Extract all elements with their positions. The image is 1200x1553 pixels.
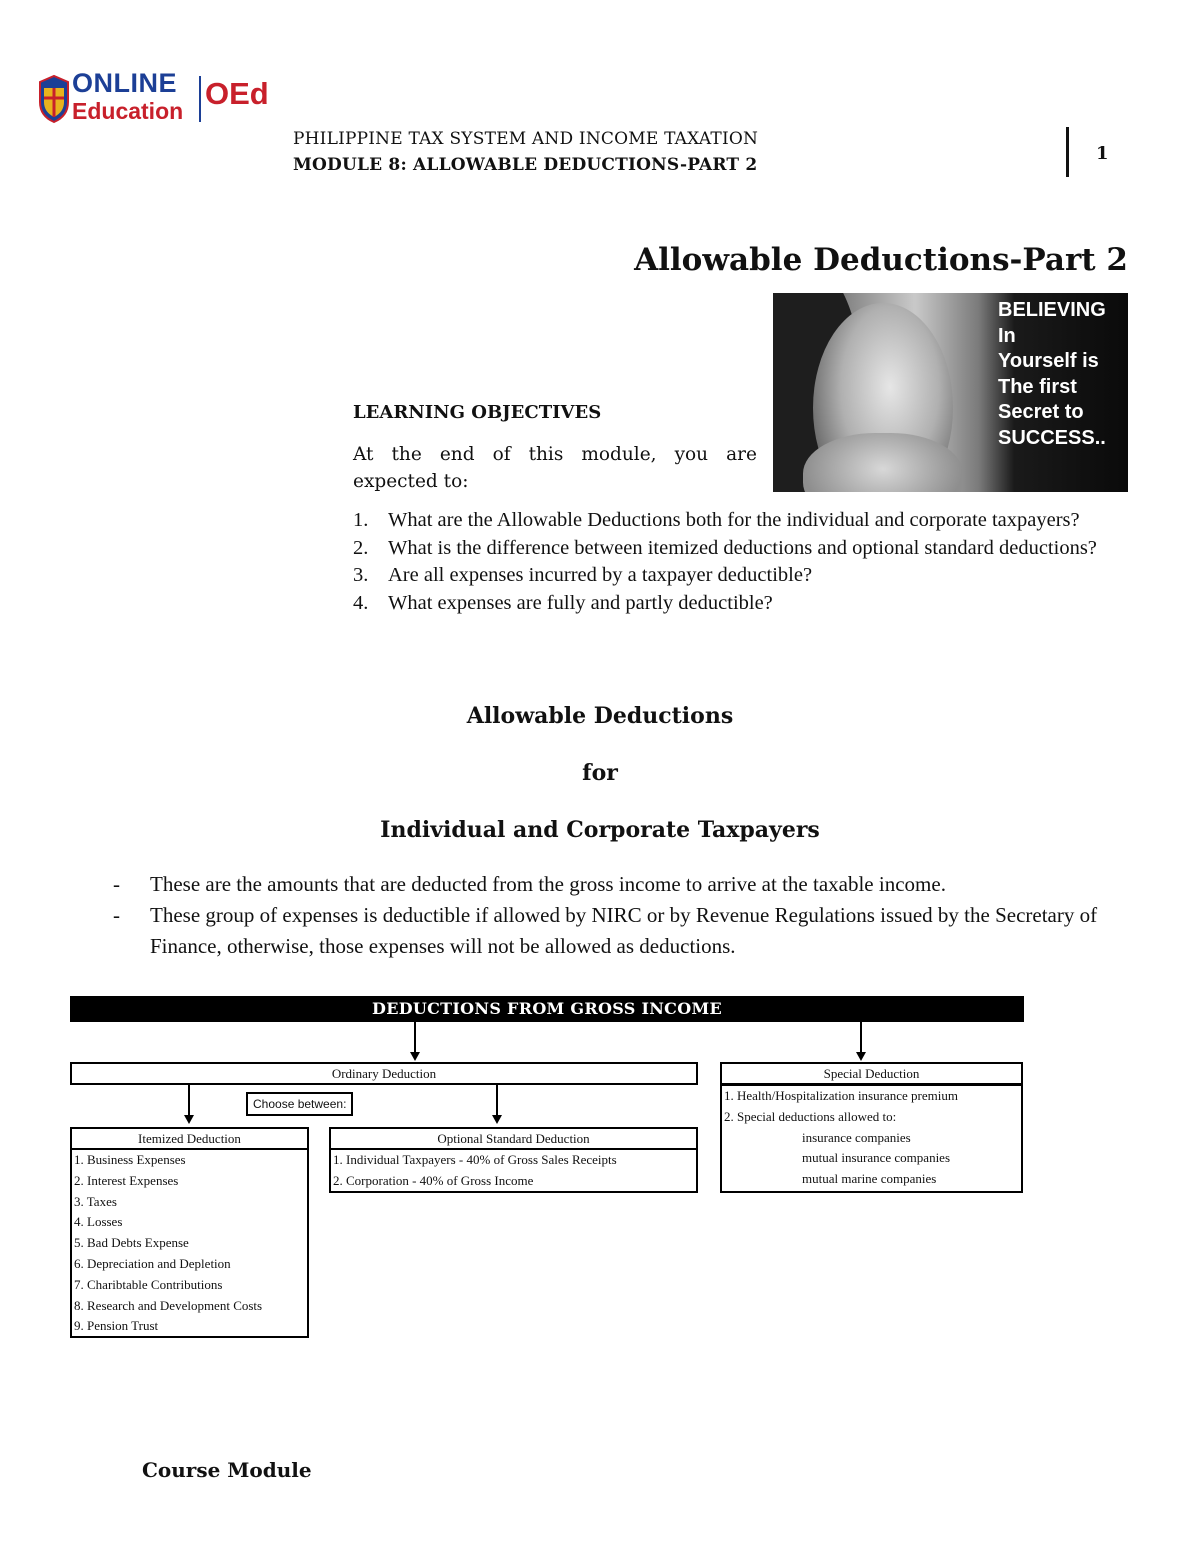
itemized-item: 4. Losses (74, 1214, 123, 1230)
intro-word: end (439, 444, 475, 465)
bullet-text: These are the amounts that are deducted from the gross income to arrive at the taxable income. (150, 872, 946, 896)
learning-objectives-heading: LEARNING OBJECTIVES (353, 402, 602, 423)
image-caption (998, 298, 1126, 451)
itemized-item: 8. Research and Development Costs (74, 1297, 263, 1313)
arrow-down-icon (856, 1052, 866, 1061)
logo-divider (199, 76, 201, 122)
logo (38, 70, 273, 130)
objective-text: What is the difference between itemized deductions and optional standard deductions? (388, 536, 1097, 559)
special-item: 1. Health/Hospitalization insurance premium (724, 1088, 958, 1103)
image-caption-line: Yourself is (998, 350, 1099, 372)
optional-standard-deduction-list (329, 1148, 698, 1193)
section-heading-line2: for (582, 760, 618, 786)
section-heading-line3: Individual and Corporate Taxpayers (380, 817, 820, 843)
connector-line (414, 1022, 416, 1052)
objective-number: 1. (353, 509, 369, 531)
objective-item (353, 535, 1133, 563)
bullet-dash: - (113, 903, 120, 927)
header-divider (1066, 127, 1069, 177)
arrow-down-icon (410, 1052, 420, 1061)
motivational-image (773, 293, 1128, 492)
objective-number: 2. (353, 536, 369, 559)
image-caption-line: The first (998, 375, 1077, 398)
page-number: 1 (1096, 143, 1109, 164)
connector-line (188, 1085, 190, 1115)
itemized-deduction-heading: Itemized Deduction (70, 1127, 309, 1150)
objective-text: What expenses are fully and partly deductible? (388, 591, 773, 614)
itemized-item: 2. Interest Expenses (74, 1172, 179, 1188)
objective-text: Are all expenses incurred by a taxpayer deductible? (388, 564, 813, 586)
special-sub-item: insurance companies (802, 1129, 911, 1145)
image-caption-line: SUCCESS.. (998, 426, 1106, 449)
bullet-item (113, 869, 1133, 900)
connector-line (496, 1085, 498, 1115)
special-deduction-list (720, 1084, 1023, 1193)
optional-item: 1. Individual Taxpayers - 40% of Gross Sales Receipts (333, 1152, 617, 1167)
intro-word: this (528, 444, 564, 465)
objective-number: 4. (353, 591, 369, 614)
section-heading-line1: Allowable Deductions (466, 703, 734, 729)
special-sub-item: mutual insurance companies (802, 1150, 951, 1166)
itemized-item: 5. Bad Debts Expense (74, 1235, 189, 1251)
intro-word: you (674, 444, 709, 465)
image-caption-line: Secret to (998, 401, 1084, 423)
optional-standard-deduction-heading: Optional Standard Deduction (329, 1127, 698, 1150)
shield-crest-icon (38, 74, 70, 124)
special-item: 2. Special deductions allowed to: (724, 1108, 897, 1124)
objective-item (353, 590, 1133, 618)
intro-word: the (391, 444, 422, 465)
logo-online-text: ONLINE (72, 68, 178, 98)
objective-number: 3. (353, 564, 369, 586)
objectives-list (353, 507, 1133, 617)
module-title: MODULE 8: ALLOWABLE DEDUCTIONS-PART 2 (293, 155, 758, 175)
ordinary-deduction-box: Ordinary Deduction (70, 1062, 698, 1085)
diagram-title: DEDUCTIONS FROM GROSS INCOME (70, 996, 1024, 1022)
image-caption-line: In (998, 324, 1016, 347)
bullet-item (113, 900, 1133, 962)
logo-education-text: Education (72, 98, 184, 124)
itemized-deduction-list (70, 1148, 309, 1338)
footer-course-module: Course Module (142, 1458, 312, 1482)
special-deduction-box: Special Deduction (720, 1062, 1023, 1085)
image-caption-line: BELIEVING (998, 299, 1106, 321)
arrow-down-icon (184, 1115, 194, 1124)
bullet-text: These group of expenses is deductible if allowed by NIRC or by Revenue Regulations issued by the Secretary of Finance, otherwise, those expenses will not be allowed as deductions. (150, 903, 1098, 958)
itemized-item: 7. Charibtable Contributions (74, 1276, 223, 1292)
objective-item (353, 562, 1133, 590)
intro-rest: expected to: (353, 471, 469, 492)
itemized-item: 1. Business Expenses (74, 1152, 186, 1167)
connector-line (860, 1022, 862, 1052)
intro-word: of (492, 444, 511, 465)
itemized-item: 3. Taxes (74, 1193, 117, 1209)
itemized-item: 6. Depreciation and Depletion (74, 1255, 231, 1271)
intro-word: module, (581, 444, 657, 465)
itemized-item: 9. Pension Trust (74, 1318, 159, 1334)
logo-oed-text: OEd (205, 76, 269, 111)
page-title: Allowable Deductions-Part 2 (634, 242, 1128, 278)
objective-item (353, 507, 1133, 535)
bullet-dash: - (113, 872, 120, 896)
intro-word: are (726, 444, 757, 465)
objective-text: What are the Allowable Deductions both for the individual and corporate taxpayers? (388, 509, 1080, 531)
course-title: PHILIPPINE TAX SYSTEM AND INCOME TAXATION (293, 129, 759, 149)
intro-word: At (353, 444, 374, 465)
arrow-down-icon (492, 1115, 502, 1124)
optional-item: 2. Corporation - 40% of Gross Income (333, 1172, 534, 1188)
special-sub-item: mutual marine companies (802, 1171, 937, 1187)
definition-bullets (113, 869, 1133, 962)
learning-objectives-intro (353, 441, 757, 495)
choose-between-label: Choose between: (246, 1092, 353, 1116)
